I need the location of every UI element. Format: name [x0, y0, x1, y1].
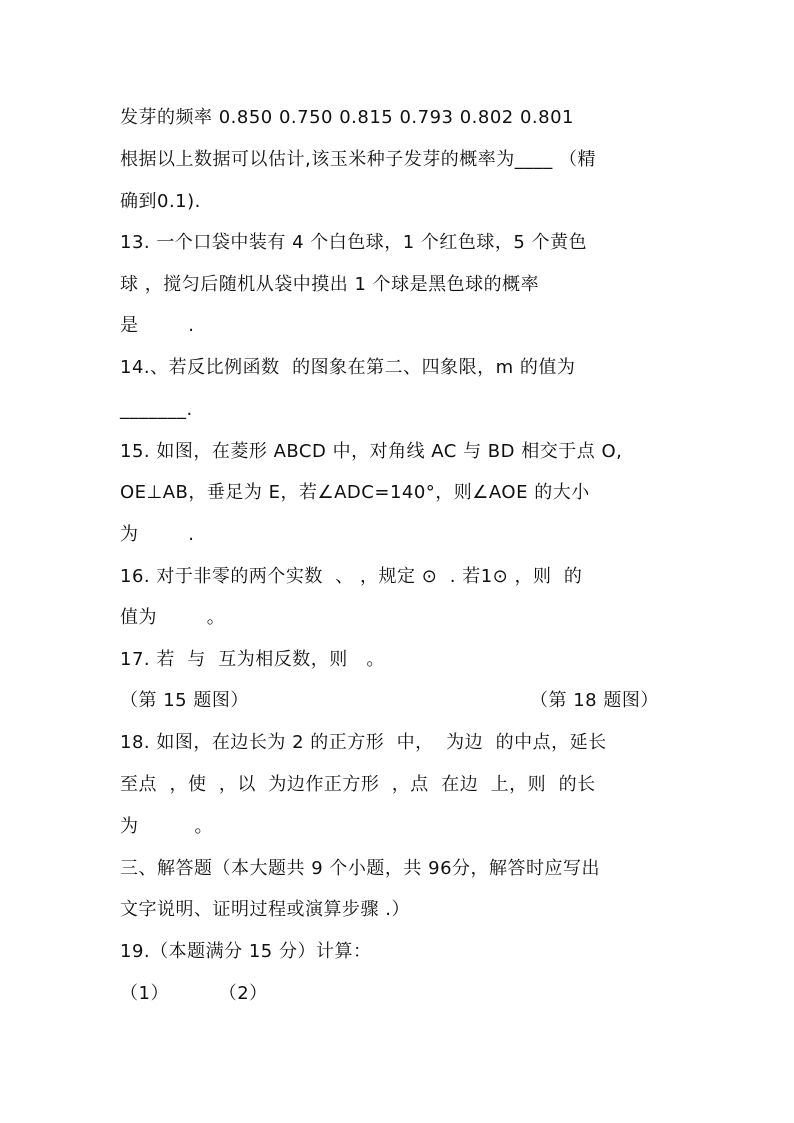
section-3-heading-line-2: 文字说明、证明过程或演算步骤 .）: [120, 899, 410, 920]
text-line-3: 确到0.1).: [120, 191, 201, 212]
text-line-1: 发芽的频率 0.850 0.750 0.815 0.793 0.802 0.801: [120, 107, 575, 128]
question-19-parts: （1） （2）: [120, 983, 268, 1004]
question-18-line-3: 为 。: [120, 816, 213, 837]
question-13-line-3: 是 .: [120, 315, 195, 336]
figure-18-caption: （第 18 题图）: [530, 690, 659, 711]
question-15-line-2: OE⊥AB，垂足为 E，若∠ADC=140°，则∠AOE 的大小: [120, 482, 590, 503]
question-16-line-1: 16. 对于非零的两个实数 、 ，规定 ⊙ . 若1⊙ ，则 的: [120, 566, 583, 587]
question-15-line-3: 为 .: [120, 524, 195, 545]
question-14-line-1: 14.、若反比例函数 的图象在第二、四象限，m 的值为: [120, 357, 576, 378]
question-17-line: 17. 若 与 互为相反数，则 。: [120, 649, 385, 670]
text-line-2: 根据以上数据可以估计,该玉米种子发芽的概率为____ （精: [120, 149, 596, 170]
section-3-heading-line-1: 三、解答题（本大题共 9 个小题，共 96分，解答时应写出: [120, 858, 601, 879]
question-19-line: 19.（本题满分 15 分）计算：: [120, 941, 372, 962]
question-14-line-2: _______.: [120, 399, 193, 420]
question-18-line-2: 至点 ，使 ，以 为边作正方形 ，点 在边 上，则 的长: [120, 774, 596, 795]
figure-15-caption: （第 15 题图）: [120, 690, 249, 711]
question-13-line-2: 球 ，搅匀后随机从袋中摸出 1 个球是黑色球的概率: [120, 274, 540, 295]
question-16-line-2: 值为 。: [120, 607, 226, 628]
question-18-line-1: 18. 如图，在边长为 2 的正方形 中， 为边 的中点，延长: [120, 732, 607, 753]
question-15-line-1: 15. 如图，在菱形 ABCD 中，对角线 AC 与 BD 相交于点 O,: [120, 441, 623, 462]
question-13-line-1: 13. 一个口袋中装有 4 个白色球，1 个红色球，5 个黄色: [120, 232, 588, 253]
